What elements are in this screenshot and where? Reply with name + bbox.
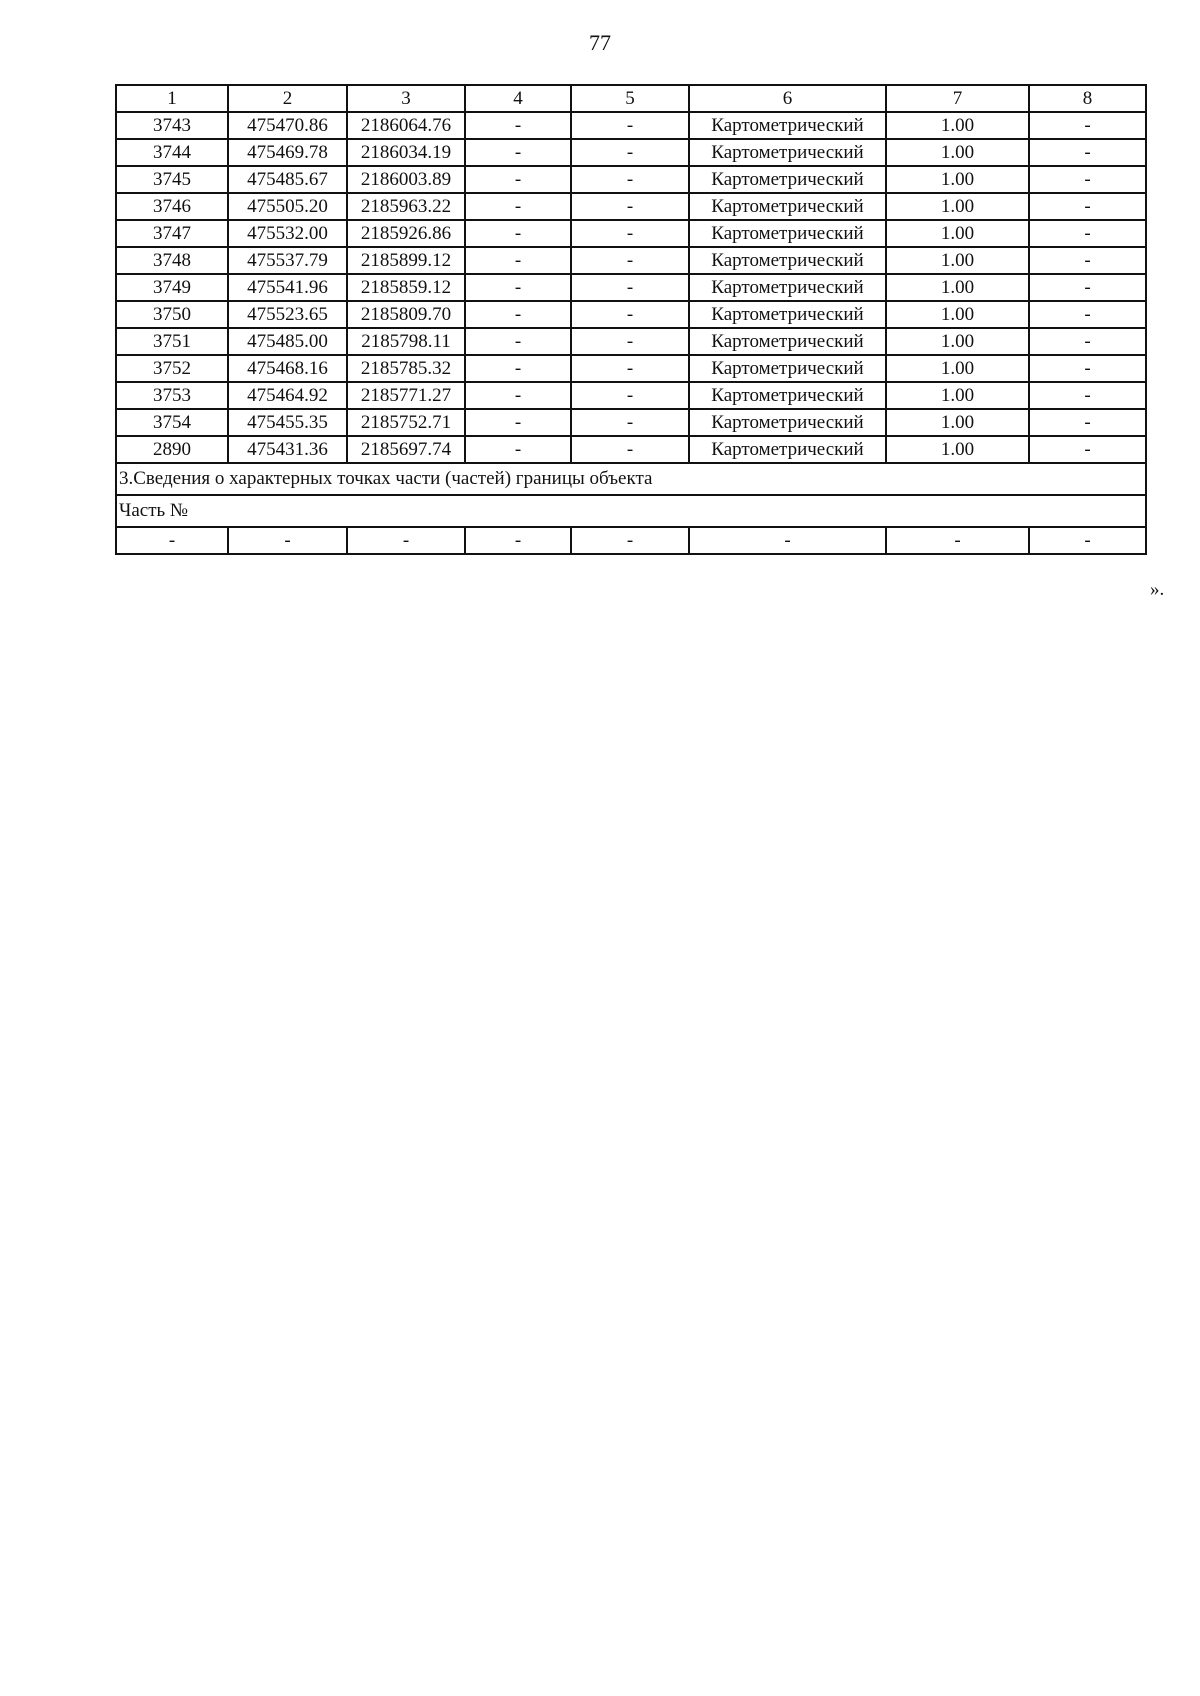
table-cell-col-7: 1.00 [886, 166, 1029, 193]
table-body [116, 85, 1146, 554]
table-cell-col-1: 2890 [116, 436, 228, 463]
table-cell-col-5: - [571, 220, 689, 247]
table-cell-col-2: 475541.96 [228, 274, 347, 301]
table-cell-col-5: - [571, 166, 689, 193]
table-cell-col-2: 475470.86 [228, 112, 347, 139]
table-cell-col-6: - [689, 527, 886, 554]
table-cell-col-6: Картометрический [689, 382, 886, 409]
table-cell-col-6: Картометрический [689, 193, 886, 220]
table-cell-col-2: 475485.00 [228, 328, 347, 355]
table-header-row [116, 85, 1146, 112]
table-cell-col-2: 475464.92 [228, 382, 347, 409]
table-cell-col-1: 3751 [116, 328, 228, 355]
table-cell-col-2: 475537.79 [228, 247, 347, 274]
table-cell-col-5: - [571, 409, 689, 436]
table-cell-col-7: 1.00 [886, 301, 1029, 328]
table-cell-col-8: - [1029, 193, 1146, 220]
table-cell-col-6: Картометрический [689, 274, 886, 301]
table-row [116, 328, 1146, 355]
table-cell-col-7: - [886, 527, 1029, 554]
table-cell-col-4: 4 [465, 85, 571, 112]
table-cell-col-8: - [1029, 409, 1146, 436]
table-row [116, 382, 1146, 409]
table-cell-col-7: 1.00 [886, 247, 1029, 274]
table-cell-col-1: 1 [116, 85, 228, 112]
table-cell-col-8: - [1029, 220, 1146, 247]
table-cell-col-5: - [571, 436, 689, 463]
page-number: 77 [589, 30, 611, 55]
part-number-label: Часть № [116, 495, 1146, 527]
table-cell-col-8: - [1029, 139, 1146, 166]
table-cell-col-7: 1.00 [886, 139, 1029, 166]
table-cell-col-3: 3 [347, 85, 465, 112]
table-row [116, 355, 1146, 382]
table-cell-col-4: - [465, 274, 571, 301]
table-cell-col-3: 2185963.22 [347, 193, 465, 220]
table-cell-col-8: - [1029, 527, 1146, 554]
table-cell-col-4: - [465, 355, 571, 382]
table-cell-col-3: 2185809.70 [347, 301, 465, 328]
table-cell-col-6: Картометрический [689, 328, 886, 355]
table-cell-col-8: - [1029, 382, 1146, 409]
table-cell-col-6: Картометрический [689, 436, 886, 463]
table-cell-col-7: 1.00 [886, 220, 1029, 247]
table-cell-col-7: 1.00 [886, 409, 1029, 436]
table-cell-col-6: Картометрический [689, 301, 886, 328]
table-cell-col-2: 475505.20 [228, 193, 347, 220]
table-cell-col-8: - [1029, 328, 1146, 355]
table-cell-col-3: 2185926.86 [347, 220, 465, 247]
table-cell-col-4: - [465, 527, 571, 554]
table-cell-col-1: 3744 [116, 139, 228, 166]
table-cell-col-7: 7 [886, 85, 1029, 112]
table-cell-col-4: - [465, 220, 571, 247]
table-cell-col-2: 475455.35 [228, 409, 347, 436]
table-cell-col-2: 475431.36 [228, 436, 347, 463]
table-row [116, 301, 1146, 328]
table-cell-col-1: 3746 [116, 193, 228, 220]
table-cell-col-5: - [571, 328, 689, 355]
table-cell-col-8: 8 [1029, 85, 1146, 112]
table-cell-col-3: 2186003.89 [347, 166, 465, 193]
table-container [115, 84, 1147, 555]
table-cell-col-3: 2185899.12 [347, 247, 465, 274]
table-cell-col-7: 1.00 [886, 355, 1029, 382]
table-row [116, 247, 1146, 274]
table-row [116, 139, 1146, 166]
table-cell-col-1: 3745 [116, 166, 228, 193]
table-cell-col-2: 475469.78 [228, 139, 347, 166]
table-cell-col-8: - [1029, 301, 1146, 328]
table-cell-col-1: 3750 [116, 301, 228, 328]
table-cell-col-6: Картометрический [689, 220, 886, 247]
table-cell-col-6: Картометрический [689, 409, 886, 436]
table-cell-col-8: - [1029, 112, 1146, 139]
table-cell-col-3: 2185697.74 [347, 436, 465, 463]
table-cell-col-2: - [228, 527, 347, 554]
table-cell-col-4: - [465, 328, 571, 355]
closing-quote-mark: ». [1150, 579, 1165, 600]
table-row [116, 112, 1146, 139]
table-cell-col-6: Картометрический [689, 247, 886, 274]
table-cell-col-7: 1.00 [886, 193, 1029, 220]
part-number-label-row [116, 495, 1146, 527]
table-cell-col-4: - [465, 382, 571, 409]
table-cell-col-2: 475532.00 [228, 220, 347, 247]
table-cell-col-3: 2185771.27 [347, 382, 465, 409]
table-cell-col-5: - [571, 247, 689, 274]
table-cell-col-5: - [571, 112, 689, 139]
table-cell-col-8: - [1029, 247, 1146, 274]
table-cell-col-4: - [465, 301, 571, 328]
table-row [116, 409, 1146, 436]
table-row [116, 274, 1146, 301]
table-cell-col-2: 475485.67 [228, 166, 347, 193]
table-cell-col-3: - [347, 527, 465, 554]
table-cell-col-3: 2185859.12 [347, 274, 465, 301]
table-cell-col-1: 3753 [116, 382, 228, 409]
section-title-row [116, 463, 1146, 495]
table-cell-col-1: 3749 [116, 274, 228, 301]
table-cell-col-1: 3748 [116, 247, 228, 274]
table-cell-col-5: - [571, 527, 689, 554]
table-cell-col-1: 3754 [116, 409, 228, 436]
table-empty-row [116, 527, 1146, 554]
table-cell-col-6: Картометрический [689, 355, 886, 382]
table-cell-col-4: - [465, 409, 571, 436]
table-cell-col-4: - [465, 247, 571, 274]
table-cell-col-7: 1.00 [886, 328, 1029, 355]
table-cell-col-1: 3752 [116, 355, 228, 382]
table-cell-col-6: 6 [689, 85, 886, 112]
table-cell-col-6: Картометрический [689, 166, 886, 193]
table-row [116, 436, 1146, 463]
boundary-points-table [115, 84, 1147, 555]
table-cell-col-6: Картометрический [689, 139, 886, 166]
table-cell-col-8: - [1029, 436, 1146, 463]
table-cell-col-4: - [465, 193, 571, 220]
table-cell-col-8: - [1029, 166, 1146, 193]
table-cell-col-3: 2185752.71 [347, 409, 465, 436]
table-cell-col-5: - [571, 301, 689, 328]
table-cell-col-5: 5 [571, 85, 689, 112]
table-row [116, 193, 1146, 220]
table-cell-col-1: - [116, 527, 228, 554]
table-row [116, 220, 1146, 247]
table-cell-col-5: - [571, 139, 689, 166]
table-cell-col-2: 475523.65 [228, 301, 347, 328]
section-title: 3.Сведения о характерных точках части (частей) границы объекта [116, 463, 1146, 495]
table-cell-col-1: 3747 [116, 220, 228, 247]
table-cell-col-7: 1.00 [886, 112, 1029, 139]
table-cell-col-4: - [465, 166, 571, 193]
table-cell-col-6: Картометрический [689, 112, 886, 139]
table-cell-col-8: - [1029, 355, 1146, 382]
table-cell-col-5: - [571, 274, 689, 301]
table-cell-col-4: - [465, 112, 571, 139]
table-cell-col-8: - [1029, 274, 1146, 301]
table-cell-col-7: 1.00 [886, 382, 1029, 409]
table-cell-col-5: - [571, 355, 689, 382]
table-cell-col-4: - [465, 139, 571, 166]
table-cell-col-7: 1.00 [886, 436, 1029, 463]
table-cell-col-1: 3743 [116, 112, 228, 139]
table-row [116, 166, 1146, 193]
table-cell-col-7: 1.00 [886, 274, 1029, 301]
table-cell-col-3: 2185798.11 [347, 328, 465, 355]
table-cell-col-5: - [571, 382, 689, 409]
table-cell-col-3: 2186064.76 [347, 112, 465, 139]
table-cell-col-2: 475468.16 [228, 355, 347, 382]
table-cell-col-3: 2186034.19 [347, 139, 465, 166]
table-cell-col-2: 2 [228, 85, 347, 112]
table-cell-col-4: - [465, 436, 571, 463]
table-cell-col-3: 2185785.32 [347, 355, 465, 382]
table-cell-col-5: - [571, 193, 689, 220]
